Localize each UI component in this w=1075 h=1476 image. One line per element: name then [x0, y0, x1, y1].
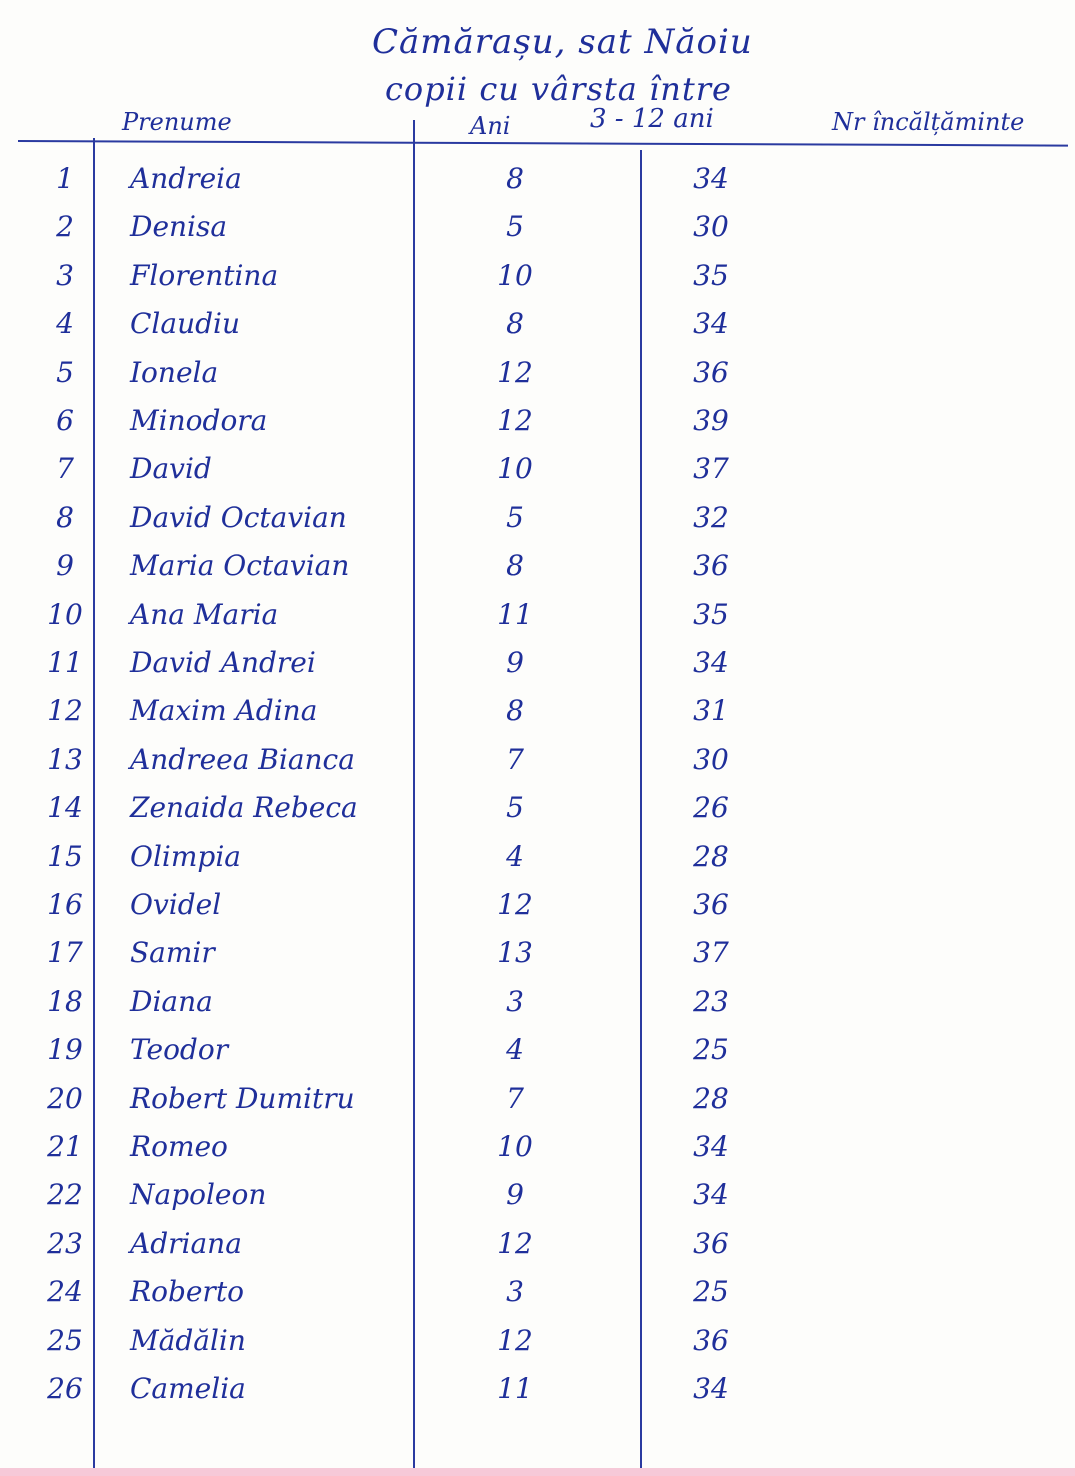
row-index: 15: [47, 839, 83, 873]
row-shoe-size: 35: [693, 258, 729, 292]
table-row: [0, 1178, 1075, 1224]
row-name: Adriana: [130, 1226, 242, 1260]
row-name: Romeo: [130, 1130, 228, 1163]
column-header-age-range: 3 - 12 ani: [590, 104, 714, 134]
table-row: [0, 1227, 1075, 1273]
row-age: 9: [506, 646, 524, 679]
row-shoe-size: 36: [693, 1226, 729, 1260]
row-index: 20: [47, 1081, 83, 1115]
row-index: 17: [47, 936, 83, 970]
row-age: 12: [497, 1226, 533, 1260]
table-row: [0, 259, 1075, 305]
row-age: 11: [497, 1372, 533, 1405]
row-name: Mădălin: [130, 1323, 246, 1357]
row-age: 12: [497, 888, 533, 921]
row-age: 12: [497, 1323, 533, 1357]
table-row: [0, 840, 1075, 886]
row-shoe-size: 28: [693, 839, 729, 873]
row-name: Denisa: [130, 210, 228, 244]
row-name: Andreea Bianca: [130, 742, 355, 776]
column-header-name: Prenume: [122, 108, 232, 136]
row-age: 7: [506, 1081, 524, 1115]
row-age: 4: [506, 1033, 524, 1067]
row-age: 8: [506, 162, 524, 195]
row-index: 4: [56, 307, 74, 341]
row-index: 1: [56, 162, 74, 195]
row-shoe-size: 36: [693, 888, 729, 921]
row-age: 8: [506, 307, 524, 341]
row-index: 10: [47, 597, 83, 631]
row-shoe-size: 25: [693, 1275, 729, 1309]
column-header-age: Ani: [470, 112, 511, 140]
row-shoe-size: 26: [693, 791, 729, 825]
row-shoe-size: 30: [693, 742, 729, 776]
table-row: [0, 452, 1075, 498]
row-index: 2: [56, 210, 74, 244]
row-shoe-size: 39: [693, 404, 729, 437]
row-age: 5: [506, 791, 524, 825]
row-index: 26: [47, 1372, 83, 1405]
table-row: [0, 162, 1075, 208]
table-row: [0, 985, 1075, 1031]
row-shoe-size: 37: [693, 452, 729, 486]
row-name: David Andrei: [130, 646, 316, 679]
row-index: 21: [47, 1130, 83, 1163]
table-row: [0, 1275, 1075, 1321]
row-shoe-size: 35: [693, 597, 729, 631]
row-name: Maria Octavian: [130, 549, 350, 583]
row-index: 16: [47, 888, 83, 921]
row-age: 9: [506, 1178, 524, 1212]
row-name: Robert Dumitru: [130, 1081, 355, 1115]
row-index: 22: [47, 1178, 83, 1212]
row-index: 12: [47, 694, 83, 728]
row-name: Samir: [130, 936, 215, 970]
row-name: Ovidel: [130, 888, 222, 921]
row-age: 7: [506, 742, 524, 776]
row-shoe-size: 25: [693, 1033, 729, 1067]
row-age: 8: [506, 549, 524, 583]
table-row: [0, 210, 1075, 256]
row-age: 11: [497, 597, 533, 631]
row-name: Camelia: [130, 1372, 246, 1405]
table-row: [0, 307, 1075, 353]
row-shoe-size: 34: [693, 1372, 729, 1405]
row-name: David: [130, 452, 212, 486]
table-row: [0, 404, 1075, 450]
row-index: 14: [47, 791, 83, 825]
row-age: 4: [506, 839, 524, 873]
row-name: Claudiu: [130, 307, 241, 341]
row-index: 11: [47, 646, 83, 679]
row-index: 5: [56, 355, 74, 389]
row-index: 24: [47, 1275, 83, 1309]
table-row: [0, 1324, 1075, 1370]
row-age: 13: [497, 936, 533, 970]
row-name: Napoleon: [130, 1178, 267, 1212]
title-subtitle: copii cu vârsta între: [385, 70, 732, 108]
row-age: 12: [497, 404, 533, 437]
row-name: David Octavian: [130, 500, 347, 534]
row-age: 8: [506, 694, 524, 728]
row-index: 13: [47, 742, 83, 776]
row-age: 10: [497, 1130, 533, 1163]
row-name: Zenaida Rebeca: [130, 791, 358, 825]
row-name: Florentina: [130, 258, 279, 292]
table-row: [0, 549, 1075, 595]
row-age: 5: [506, 210, 524, 244]
row-shoe-size: 34: [693, 162, 729, 195]
row-shoe-size: 31: [693, 694, 729, 728]
row-index: 6: [56, 404, 74, 437]
row-shoe-size: 36: [693, 1323, 729, 1357]
row-index: 9: [56, 549, 74, 583]
row-shoe-size: 28: [693, 1081, 729, 1115]
row-age: 12: [497, 355, 533, 389]
row-shoe-size: 37: [693, 936, 729, 970]
row-index: 19: [47, 1033, 83, 1067]
row-index: 7: [56, 452, 74, 486]
title-location: Cămărașu, sat Năoiu: [372, 22, 753, 62]
row-name: Ionela: [130, 355, 219, 389]
header-rule: [18, 140, 1068, 147]
table-row: [0, 598, 1075, 644]
row-shoe-size: 34: [693, 1178, 729, 1212]
table-row: [0, 743, 1075, 789]
row-name: Andreia: [130, 162, 242, 195]
table-row: [0, 888, 1075, 934]
table-row: [0, 694, 1075, 740]
row-shoe-size: 32: [693, 500, 729, 534]
row-name: Ana Maria: [130, 597, 279, 631]
table-row: [0, 1082, 1075, 1128]
table-row: [0, 501, 1075, 547]
row-index: 8: [56, 500, 74, 534]
row-index: 18: [47, 984, 83, 1018]
row-name: Maxim Adina: [130, 694, 318, 728]
row-age: 10: [497, 258, 533, 292]
table-row: [0, 1372, 1075, 1418]
row-name: Teodor: [130, 1033, 229, 1067]
row-shoe-size: 34: [693, 646, 729, 679]
row-index: 25: [47, 1323, 83, 1357]
row-shoe-size: 23: [693, 984, 729, 1018]
row-shoe-size: 30: [693, 210, 729, 244]
row-shoe-size: 34: [693, 1130, 729, 1163]
row-index: 23: [47, 1226, 83, 1260]
row-name: Roberto: [130, 1275, 244, 1309]
row-age: 5: [506, 500, 524, 534]
column-header-shoe-size: Nr încălțăminte: [832, 108, 1025, 136]
row-age: 3: [506, 984, 524, 1018]
row-index: 3: [56, 258, 74, 292]
row-name: Minodora: [130, 404, 268, 437]
row-shoe-size: 36: [693, 549, 729, 583]
row-age: 10: [497, 452, 533, 486]
row-age: 3: [506, 1275, 524, 1309]
row-shoe-size: 36: [693, 355, 729, 389]
row-name: Olimpia: [130, 839, 241, 873]
table-row: [0, 356, 1075, 402]
table-row: [0, 1130, 1075, 1176]
table-row: [0, 791, 1075, 837]
table-row: [0, 646, 1075, 692]
row-shoe-size: 34: [693, 307, 729, 341]
table-row: [0, 936, 1075, 982]
row-name: Diana: [130, 984, 213, 1018]
table-row: [0, 1033, 1075, 1079]
